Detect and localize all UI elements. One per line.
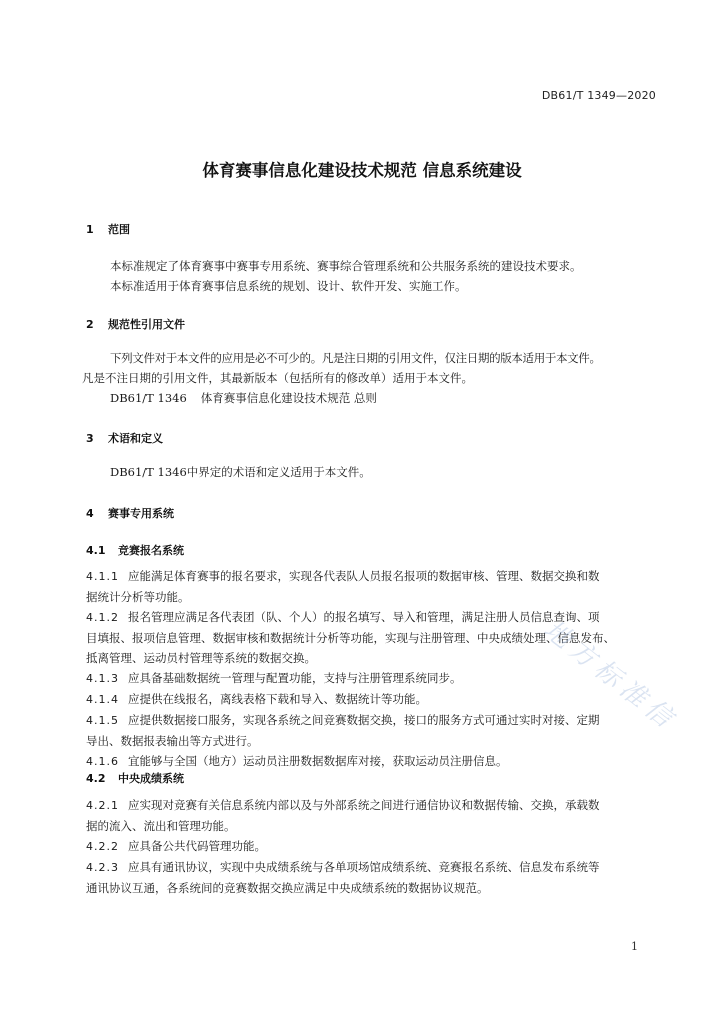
clause-line [86, 836, 658, 857]
page-number: 1 [631, 940, 638, 953]
clause-number: 4.1.6 [86, 755, 119, 768]
section-title: 术语和定义 [108, 432, 163, 445]
clause-number: 4.1.5 [86, 714, 119, 727]
clause-text: 应具备基础数据统一管理与配置功能，支持与注册管理系统同步。 [128, 671, 462, 685]
clause-line: 抵离管理、运动员村管理等系统的数据交换。 [86, 651, 316, 665]
reference-title: 体育赛事信息化建设技术规范 总则 [200, 391, 377, 405]
central-results-clauses [86, 795, 658, 898]
paragraph-line: 下列文件对于本文件的应用是必不可少的。凡是注日期的引用文件，仅注日期的版本适用于本文件。 [110, 351, 601, 365]
clause-text: 应具有通讯协议，实现中央成绩系统与各单项场馆成绩系统、竞赛报名系统、信息发布系统等 [128, 860, 600, 874]
clause-line: 目填报、报项信息管理、数据审核和数据统计分析等功能，实现与注册管理、中央成绩处理、信息发布、 [86, 631, 615, 645]
clause-line: 据的流入、流出和管理功能。 [86, 819, 236, 833]
scope-paragraphs [86, 256, 658, 296]
clause-line: 据统计分析等功能。 [86, 590, 190, 604]
paragraph: 本标准规定了体育赛事中赛事专用系统、赛事综合管理系统和公共服务系统的建设技术要求。 [110, 259, 582, 273]
section-heading-normative-references [86, 316, 185, 332]
clause-text: 应能满足体育赛事的报名要求，实现各代表队人员报名报项的数据审核、管理、数据交换和数 [128, 569, 600, 583]
clause-line [86, 751, 658, 772]
section-title: 范围 [108, 223, 130, 236]
clause-text: 应实现对竞赛有关信息系统内部以及与外部系统之间进行通信协议和数据传输、交换，承载数 [128, 798, 600, 812]
document-title: 体育赛事信息化建设技术规范 信息系统建设 [202, 161, 522, 180]
terms-paragraph [86, 462, 658, 482]
subsection-title: 中央成绩系统 [118, 772, 184, 785]
reference-code: DB61/T 1346 [110, 391, 187, 405]
clause-line [86, 689, 658, 710]
clause-line [86, 668, 658, 689]
subsection-number: 4.2 [86, 772, 106, 785]
clause-number: 4.2.3 [86, 861, 119, 874]
reference-entry [86, 388, 658, 408]
subsection-heading-registration-system [86, 542, 184, 558]
standard-code: DB61/T 1349—2020 [541, 89, 656, 102]
subsection-number: 4.1 [86, 544, 106, 557]
paragraph-line: 凡是不注日期的引用文件，其最新版本（包括所有的修改单）适用于本文件。 [82, 371, 473, 385]
section-heading-dedicated-systems [86, 505, 174, 521]
clause-number: 4.2.1 [86, 799, 119, 812]
clause-line [86, 566, 658, 587]
clause-line [86, 710, 658, 731]
clause-text: 应提供数据接口服务，实现各系统之间竞赛数据交换，接口的服务方式可通过实时对接、定期 [128, 713, 600, 727]
clause-text: 报名管理应满足各代表团（队、个人）的报名填写、导入和管理，满足注册人员信息查询、项 [128, 610, 600, 624]
clause-number: 4.1.1 [86, 570, 119, 583]
clause-line: 通讯协议互通，各系统间的竞赛数据交换应满足中央成绩系统的数据协议规范。 [86, 881, 489, 895]
clause-line: 导出、数据报表输出等方式进行。 [86, 734, 259, 748]
section-number: 1 [86, 223, 94, 236]
clause-text: 宜能够与全国（地方）运动员注册数据数据库对接，获取运动员注册信息。 [128, 754, 508, 768]
clause-number: 4.2.2 [86, 840, 119, 853]
section-heading-scope [86, 221, 130, 237]
clause-text: 应具备公共代码管理功能。 [128, 839, 266, 853]
section-title: 赛事专用系统 [108, 507, 174, 520]
subsection-heading-central-results-system [86, 770, 184, 786]
paragraph: DB61/T 1346中界定的术语和定义适用于本文件。 [110, 465, 371, 479]
subsection-title: 竞赛报名系统 [118, 544, 184, 557]
clause-number: 4.1.3 [86, 672, 119, 685]
section-number: 3 [86, 432, 94, 445]
registration-clauses [86, 566, 658, 772]
clause-number: 4.1.2 [86, 611, 119, 624]
paragraph: 本标准适用于体育赛事信息系统的规划、设计、软件开发、实施工作。 [110, 279, 467, 293]
clause-text: 应提供在线报名，离线表格下载和导入、数据统计等功能。 [128, 692, 427, 706]
section-number: 4 [86, 507, 94, 520]
references-paragraph [82, 348, 658, 408]
section-heading-terms [86, 430, 163, 446]
watermark: 地方标准信 [537, 614, 683, 737]
section-number: 2 [86, 318, 94, 331]
clause-line [86, 857, 658, 878]
clause-number: 4.1.4 [86, 693, 119, 706]
section-title: 规范性引用文件 [108, 318, 185, 331]
clause-line [86, 795, 658, 816]
